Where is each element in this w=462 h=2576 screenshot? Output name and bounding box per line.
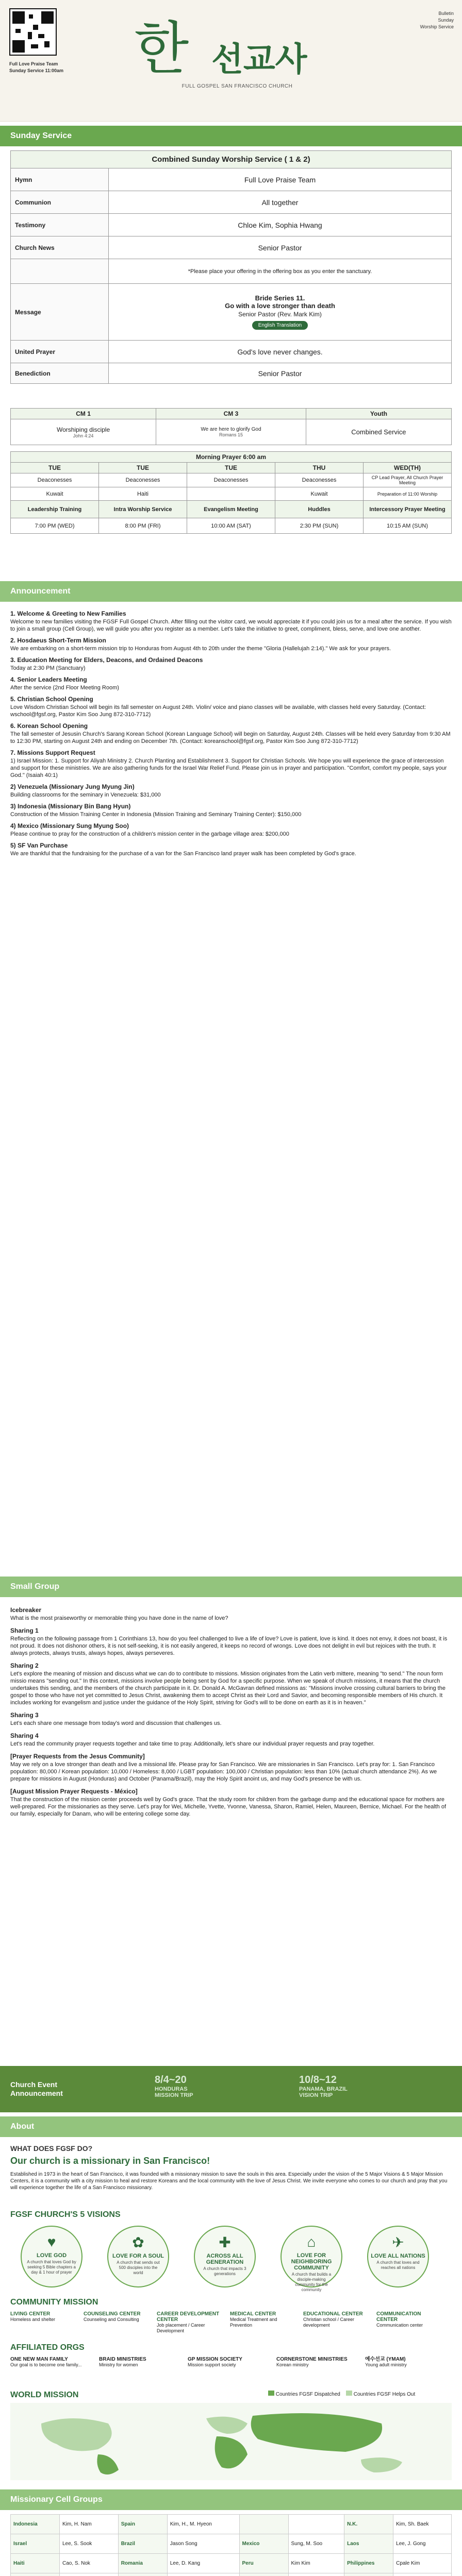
announcement-title: 4) Mexico (Missionary Sung Myung Soo) <box>10 822 129 829</box>
country-cell: Philippines <box>344 2554 393 2573</box>
sg-title: Sharing 4 <box>10 1732 39 1739</box>
country-cell: Romania <box>118 2554 167 2573</box>
sg-body: Let's read the community prayer requests together and take time to pray. Additionally, let's share our individual prayer requests and pray together. <box>10 1741 375 1747</box>
cm-header: Youth <box>306 409 451 419</box>
announcement-body: Please continue to pray for the construction of a children's mission center in the garbage village area: $200,000 <box>10 831 289 837</box>
announcement-title: 1. Welcome & Greeting to New Families <box>10 610 126 617</box>
day-header: TUE <box>187 463 275 473</box>
worship-table-title: Combined Sunday Worship Service ( 1 & 2) <box>11 151 452 168</box>
meeting-header: Leadership Training <box>11 501 99 518</box>
name-cell: Lee, D. Kang <box>167 2554 239 2573</box>
prayer-cell: Deaconesses <box>99 473 187 487</box>
announcement-title: 5) SF Van Purchase <box>10 842 68 849</box>
name-cell <box>60 2573 119 2576</box>
world-map <box>10 2403 452 2480</box>
community-item: EDUCATIONAL CENTER Christian school / Career development <box>303 2311 363 2328</box>
small-group-list <box>10 1601 452 1820</box>
day-header: TUE <box>99 463 187 473</box>
prayer-cell: Kuwait <box>11 487 99 501</box>
about-body: Established in 1973 in the heart of San Francisco, it was founded with a missionary mission to save the souls in this area. Especially under the vision of the 5 Major Visions & 5 Major Mission Centers, it is a community with a city mission to heal and restore Koreans and the local community with the love of Jesus Christ. We invite everyone who comes to our church and pray that you will experience together the life of a San Francisco missionary. <box>10 2172 448 2191</box>
day-header: WED(TH) <box>364 463 452 473</box>
header-right-text: Bulletin Sunday Worship Service <box>420 11 454 29</box>
announcement-body: The fall semester of Jesusin Church's Sarang Korean School (Korean Language School) will begin on Saturday, August 24th. Classes will be held every Saturday from 9:30 AM to 12:30 PM, starting on August 24th and ending on December 7th. (Contact: koreanschool@fgsf.org, Pastor Kim Soo Jung 872-310-7712) <box>10 731 451 744</box>
sunday-service-header: Sunday Service <box>0 126 462 146</box>
announcement-title: 2. Hosdaeus Short-Term Mission <box>10 637 106 644</box>
announcement-list <box>10 606 452 858</box>
country-cell <box>239 2573 288 2576</box>
message-title: Bride Series 11. <box>255 294 305 302</box>
meeting-header: Intercessory Prayer Meeting <box>364 501 452 518</box>
small-group-header: Small Group <box>0 1577 462 1597</box>
legend-label: Countries FGSF Dispatched <box>275 2392 340 2397</box>
sg-body: Let's each share one message from today's word and discussion that challenges us. <box>10 1720 222 1726</box>
community-item: COMMUNICATION CENTER Communication center <box>376 2311 423 2328</box>
sg-body: May we rely on a love stronger than death and live a missional life. Please pray for San Francisco. We are missionaries in San Francisco. Let's pray for: 1. San Francisco population: 80,000 / Korean population: 10,000 / Homeless: 8,000 / LGBT population: 100,000 / Christian population: less than 10% (actual church attendance 2%). As we prepare for missions in August (Honduras) and October (Panama/Brazil), may the Holy Spirit anoint us, and may God's presence be with us. <box>10 1761 437 1782</box>
message-subtitle: Go with a love stronger than death <box>225 302 335 310</box>
sg-title: Sharing 2 <box>10 1662 39 1669</box>
prayer-cell: Kuwait <box>275 487 364 501</box>
legend-swatch-dispatched <box>268 2391 274 2396</box>
qr-code-icon[interactable] <box>9 8 57 56</box>
country-cell <box>118 2573 167 2576</box>
cm-cell: Worshiping disciple John 4:24 <box>11 419 156 445</box>
name-cell <box>288 2573 344 2576</box>
row-label: Hymn <box>11 168 109 191</box>
house-icon: ⌂ <box>307 2234 316 2250</box>
sg-body: Reflecting on the following passage from 1 Corinthians 13, how do you feel challenged to live a life of love? Love is patient, love is kind. It does not envy, it does not boast, it is not proud. It does not dishonor others, it is not self-seeking, it is not easily angered, it keeps no record of wrongs. Love does not delight in evil but rejoices with the truth. It always protects, always trusts, always hopes, always perseveres. <box>10 1636 448 1656</box>
row-value: Chloe Kim, Sophia Hwang <box>109 214 452 236</box>
name-cell <box>393 2573 452 2576</box>
announcement-body: Today at 2:30 PM (Sanctuary) <box>10 665 86 671</box>
event-honduras[interactable] <box>155 2074 273 2104</box>
name-cell: Cpale Kim <box>393 2554 452 2573</box>
announcement-body: Construction of the Mission Training Center in Indonesia (Mission Training and Seminary Training Center): $150,000 <box>10 811 302 818</box>
announcement-body: After the service (2nd Floor Meeting Room) <box>10 685 119 691</box>
world-mission-title: WORLD MISSION <box>10 2391 79 2399</box>
church-event-banner <box>0 2066 462 2112</box>
map-legend <box>268 2391 415 2397</box>
affiliated-item: GP MISSION SOCIETY Mission support society <box>188 2357 242 2367</box>
logo-text: 선교사 <box>211 40 307 79</box>
sg-title: Sharing 3 <box>10 1711 39 1719</box>
announcement-title: 2) Venezuela (Missionary Jung Myung Jin) <box>10 783 135 790</box>
meeting-time: 2:30 PM (SUN) <box>275 518 364 534</box>
name-cell: Kim, H. Nam <box>60 2515 119 2534</box>
country-cell: Peru <box>239 2554 288 2573</box>
united-prayer-value: God's love never changes. <box>109 341 452 363</box>
row-value: Full Love Praise Team <box>109 168 452 191</box>
event-date: 8/4~20 <box>155 2074 187 2086</box>
vision-love-soul: ✿ LOVE FOR A SOUL A church that sends out 500 disciples into the world <box>107 2226 169 2287</box>
cm-cell: Combined Service <box>306 419 451 445</box>
sg-title: Sharing 1 <box>10 1627 39 1634</box>
community-item: MEDICAL CENTER Medical Treatment and Prevention <box>230 2311 277 2328</box>
country-cell <box>344 2573 393 2576</box>
heart-icon: ♥ <box>47 2234 56 2250</box>
vision-love-god: ♥ LOVE GOD A church that loves God by seeking 5 Bible chapters a day & 1 hour of prayer <box>21 2226 82 2287</box>
name-cell: Kim Kim <box>288 2554 344 2573</box>
about-what-title: WHAT DOES FGSF DO? <box>10 2144 93 2153</box>
meeting-header: Huddles <box>275 501 364 518</box>
announcement-title: 3) Indonesia (Missionary Bin Bang Hyun) <box>10 803 131 810</box>
community-item: CAREER DEVELOPMENT CENTER Job placement / Career Development <box>157 2311 220 2333</box>
morning-prayer-title: Morning Prayer 6:00 am <box>11 452 452 463</box>
message-cell <box>109 284 452 341</box>
morning-prayer-table <box>10 451 452 534</box>
event-text: PANAMA, BRAZIL VISION TRIP <box>299 2086 348 2098</box>
name-cell <box>288 2515 344 2534</box>
translation-badge: English Translation <box>252 321 308 330</box>
logo-glyph: 한 <box>134 15 189 81</box>
country-cell: Brazil <box>118 2534 167 2554</box>
announcement-body: Love Wisdom Christian School will begin its fall semester on August 24th. Violin/ voice and piano classes will be available, with classes held every Saturday. (Contact: wschool@fgsf.org, Pastor Kim Soo Jung 872-310-7712) <box>10 704 426 718</box>
announcement-title: 3. Education Meeting for Elders, Deacons, and Ordained Deacons <box>10 656 203 664</box>
name-cell: Kim, H., M. Hyeon <box>167 2515 239 2534</box>
prayer-cell: Deaconesses <box>11 473 99 487</box>
event-text: HONDURAS MISSION TRIP <box>155 2086 193 2098</box>
cm-header: CM 3 <box>156 409 306 419</box>
name-cell: Jason Song <box>167 2534 239 2554</box>
country-cell: Mexico <box>239 2534 288 2554</box>
vision-generations: ✚ ACROSS ALL GENERATION A church that impacts 3 generations <box>194 2226 256 2287</box>
affiliated-title: AFFILIATED ORGS <box>10 2343 85 2352</box>
cm-table <box>10 408 452 445</box>
row-label: Testimony <box>11 214 109 236</box>
announcement-header: Announcement <box>0 581 462 602</box>
affiliated-item: 예수선교 (YMAM) Young adult ministry <box>365 2357 407 2367</box>
announcement-title: 5. Christian School Opening <box>10 696 93 703</box>
announcement-body: Building classrooms for the seminary in Venezuela: $31,000 <box>10 792 161 798</box>
country-cell: Spain <box>118 2515 167 2534</box>
sg-title: Icebreaker <box>10 1606 42 1614</box>
name-cell: Lee, J. Gong <box>393 2534 452 2554</box>
prayer-cell <box>187 487 275 501</box>
day-header: THU <box>275 463 364 473</box>
sg-body: What is the most praiseworthy or memorable thing you have done in the name of love? <box>10 1615 228 1621</box>
church-logo <box>134 12 340 84</box>
about-header: About <box>0 2116 462 2137</box>
prayer-cell: Deaconesses <box>275 473 364 487</box>
day-header: TUE <box>11 463 99 473</box>
benediction-value: Senior Pastor <box>109 363 452 384</box>
affiliated-item: BRAID MINISTRIES Ministry for women <box>99 2357 146 2367</box>
united-prayer-label: United Prayer <box>11 341 109 363</box>
cross-icon: ✚ <box>219 2234 231 2250</box>
sg-body: That the construction of the mission center proceeds well by God's grace. That the study room for children from the garbage dump and the educational space for mothers are well-prepared. For the missionaries as they serve. Let's pray for Wei, Michelle, Yvette, Yvonne, Vanessa, Sharon, Ramiel, Helen, Maureen, Bernice, Michael. For the health of our family, especially for Danam, who will be entering college some day. <box>10 1797 447 1817</box>
announcement-title: 7. Missions Support Request <box>10 749 95 756</box>
meeting-header: Evangelism Meeting <box>187 501 275 518</box>
visions-title: FGSF CHURCH'S 5 VISIONS <box>10 2210 121 2219</box>
about-headline: Our church is a missionary in San Francisco! <box>10 2156 210 2166</box>
name-cell <box>167 2573 239 2576</box>
logo-subtitle: FULL GOSPEL SAN FRANCISCO CHURCH <box>182 83 293 89</box>
name-cell: Sung, M. Soo <box>288 2534 344 2554</box>
cm-cell: We are here to glorify God Romans 15 <box>156 419 306 445</box>
row-value: All together <box>109 191 452 214</box>
affiliated-item: ONE NEW MAN FAMILY Our goal is to become one family... <box>10 2357 82 2367</box>
prayer-cell: CP Lead Prayer, All Church Prayer Meeting <box>364 473 452 487</box>
sg-body: Let's explore the meaning of mission and discuss what we can do to contribute to missions. Mission originates from the Latin verb mittere, meaning "to send." The noun form missio means "sending out." In this context, missions involve people being sent by God for a specific purpose. When we speak of church missions, it means that the church undertakes this sending, and the members of the church participate in it. Dr. Donald A. McGavran defined missions as: "Missions involve crossing cultural barriers to bring the gospel to those who have not yet committed to Jesus Christ, awakening them to accept Christ as their Lord and Savior, and becoming responsible members of His church. It includes working for evangelism and justice under the guidance of the Holy Spirit, striving for God's will to be done on earth as it is in heaven." <box>10 1671 446 1706</box>
event-title: Church Event Announcement <box>10 2080 63 2097</box>
meeting-header: Intra Worship Service <box>99 501 187 518</box>
announcement-body: We are embarking on a short-term mission trip to Honduras from August 4th to 20th under the theme "Gloria (Hallelujah 2:14)." We ask for your prayers. <box>10 646 391 652</box>
message-label: Message <box>11 284 109 341</box>
announcement-title: 6. Korean School Opening <box>10 722 88 730</box>
row-label: Church News <box>11 236 109 259</box>
meeting-time: 10:15 AM (SUN) <box>364 518 452 534</box>
worship-order-table <box>10 150 452 384</box>
cm-header: CM 1 <box>11 409 156 419</box>
country-cell: Israel <box>11 2534 60 2554</box>
country-cell <box>11 2573 60 2576</box>
country-cell: N.K. <box>344 2515 393 2534</box>
meeting-time: 8:00 PM (FRI) <box>99 518 187 534</box>
event-panama[interactable] <box>299 2074 418 2104</box>
row-value: Senior Pastor <box>109 236 452 259</box>
benediction-label: Benediction <box>11 363 109 384</box>
prayer-cell: Deaconesses <box>187 473 275 487</box>
country-cell: Haiti <box>11 2554 60 2573</box>
flower-icon: ✿ <box>132 2234 144 2250</box>
vision-community: ⌂ LOVE FOR NEIGHBORING COMMUNITY A church that builds a disciple-making community for the community <box>280 2226 342 2287</box>
missionary-table <box>10 2514 452 2576</box>
legend-label: Countries FGSF Helps Out <box>353 2392 416 2397</box>
community-item: LIVING CENTER Homeless and shelter <box>10 2311 56 2322</box>
announcement-body: Welcome to new families visiting the FGSF Full Gospel Church. After filling out the visitor card, we would appreciate it if you could join us for a meal after the service. If you wish to join a small group (Cell Group), we will guide you after you register as a member. Let's take the initiative to greet, compliment, bless, serve, and love one another. <box>10 619 452 632</box>
sg-title: [August Mission Prayer Requests - México] <box>10 1788 138 1795</box>
name-cell: Kim, Sh. Baek <box>393 2515 452 2534</box>
meeting-time: 10:00 AM (SAT) <box>187 518 275 534</box>
announcement-body: We are thankful that the fundraising for the purchase of a van for the San Francisco land prayer walk has been completed by God's grace. <box>10 851 356 857</box>
bulletin-header <box>0 0 462 122</box>
meeting-time: 7:00 PM (WED) <box>11 518 99 534</box>
prayer-cell: Preparation of 11:00 Worship <box>364 487 452 501</box>
name-cell: Cao, S. Nok <box>60 2554 119 2573</box>
offering-note: *Please place your offering in the offering box as you enter the sanctuary. <box>109 259 452 284</box>
country-cell: Indonesia <box>11 2515 60 2534</box>
vision-nations: ✈ LOVE ALL NATIONS A church that loves and reaches all nations <box>367 2226 429 2287</box>
affiliated-item: CORNERSTONE MINISTRIES Korean ministry <box>276 2357 348 2367</box>
message-speaker: Senior Pastor (Rev. Mark Kim) <box>238 311 322 318</box>
legend-swatch-helps <box>346 2391 352 2396</box>
missionary-header: Missionary Cell Groups <box>0 2489 462 2510</box>
announcement-body: 1) Israel Mission: 1. Support for Aliyah Ministry 2. Church Planting and Establishment 3. Support for Christian Schools. We hope you will experience the grace of intercession and support for these ministries. We are also gathering funds for the Israel War Relief Fund. Please join us in prayer and participation. "Comfort, comfort my people, says your God." (Isaiah 40:1) <box>10 758 447 778</box>
community-item: COUNSELING CENTER Counseling and Consulting <box>84 2311 141 2322</box>
prayer-cell: Haiti <box>99 487 187 501</box>
name-cell: Lee, S. Sook <box>60 2534 119 2554</box>
event-date: 10/8~12 <box>299 2074 337 2086</box>
announcement-title: 4. Senior Leaders Meeting <box>10 676 87 683</box>
row-label: Communion <box>11 191 109 214</box>
country-cell: Laos <box>344 2534 393 2554</box>
header-left-text: Full Love Praise Team Sunday Service 11:00am <box>9 61 64 73</box>
sg-title: [Prayer Requests from the Jesus Community] <box>10 1753 145 1760</box>
country-cell <box>239 2515 288 2534</box>
airplane-icon: ✈ <box>392 2234 404 2250</box>
community-title: COMMUNITY MISSION <box>10 2298 98 2307</box>
